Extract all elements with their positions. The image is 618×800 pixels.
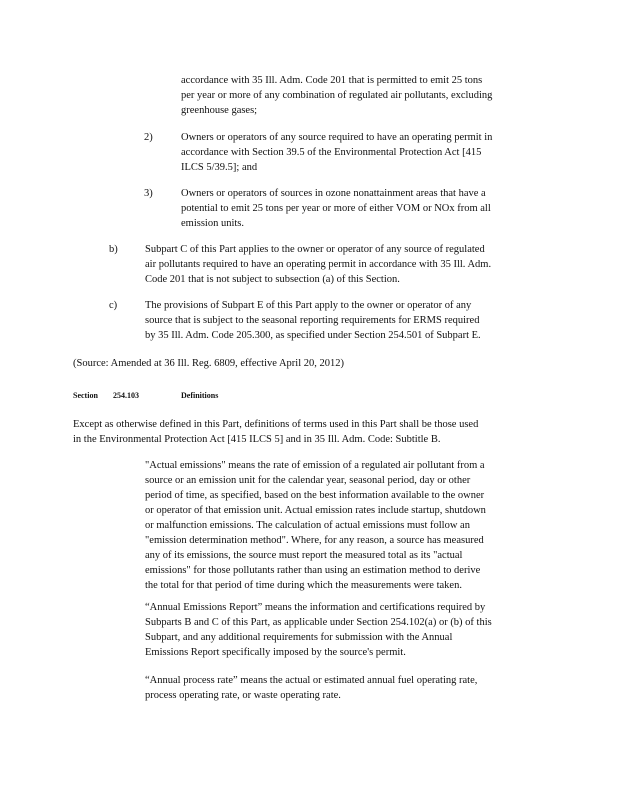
text-line: The provisions of Subpart E of this Part apply to the owner or operator of any	[145, 300, 472, 311]
text-line: Subpart, and any additional requirements for submission with the Annual	[145, 632, 453, 643]
text-line: source or an emission unit for the calendar year, seasonal period, day or other	[145, 475, 471, 486]
text-line: “Annual Emissions Report” means the information and certifications required by	[145, 602, 486, 613]
text-line: greenhouse gases;	[181, 105, 258, 116]
text-line: ILCS 5/39.5]; and	[181, 162, 258, 173]
section-title: Definitions	[181, 391, 219, 400]
text-line: emission units.	[181, 218, 245, 229]
text-line: Emissions Report specifically imposed by the source's permit.	[145, 647, 406, 658]
item-a-continuation	[181, 73, 532, 118]
text-line: potential to emit 25 tons per year or more of either VOM or NOx from all	[181, 203, 491, 214]
definition-actual-emissions	[145, 458, 540, 593]
item-2-label: 2)	[144, 132, 153, 143]
item-3-label: 3)	[144, 188, 153, 199]
text-line: in the Environmental Protection Act [415 ILCS 5] and in 35 Ill. Adm. Code: Subtitle B.	[73, 434, 441, 445]
text-line: Code 201 that is not subject to subsection (a) of this Section.	[145, 274, 400, 285]
text-line: "emission determination method". Where, for any reason, a source has measured	[145, 535, 484, 546]
definitions-intro	[73, 417, 543, 447]
text-line: Except as otherwise defined in this Part, definitions of terms used in this Part shall be those used	[73, 419, 479, 430]
text-line: Subpart C of this Part applies to the owner or operator of any source of regulated	[145, 244, 485, 255]
text-line: source that is subject to the seasonal reporting requirements for ERMS required	[145, 315, 480, 326]
section-label: Section	[73, 391, 98, 400]
text-line: “Annual process rate” means the actual or estimated annual fuel operating rate,	[145, 675, 478, 686]
text-line: Subparts B and C of this Part, as applicable under Section 254.102(a) or (b) of this	[145, 617, 492, 628]
text-line: process operating rate, or waste operating rate.	[145, 690, 341, 701]
text-line: per year or more of any combination of regulated air pollutants, excluding	[181, 90, 493, 101]
text-line: accordance with 35 Ill. Adm. Code 201 that is permitted to emit 25 tons	[181, 75, 483, 86]
item-b-label: b)	[109, 244, 118, 255]
text-line: by 35 Ill. Adm. Code 205.300, as specified under Section 254.501 of Subpart E.	[145, 330, 481, 341]
text-line: any of its emissions, the source must report the measured total as its "actual	[145, 550, 463, 561]
text-line: Owners or operators of any source required to have an operating permit in	[181, 132, 493, 143]
definition-annual-emissions-report	[145, 600, 540, 660]
text-line: the total for that period of time during which the measurements were taken.	[145, 580, 462, 591]
text-line: emissions" for those pollutants rather than using an estimation method to derive	[145, 565, 481, 576]
text-line: accordance with Section 39.5 of the Environmental Protection Act [415	[181, 147, 482, 158]
source-note: (Source: Amended at 36 Ill. Reg. 6809, effective April 20, 2012)	[73, 358, 344, 369]
text-line: period of time, as specified, based on the best information available to the owner	[145, 490, 485, 501]
item-b-text	[145, 242, 539, 287]
item-2-text	[181, 130, 537, 175]
item-c-text	[145, 298, 539, 343]
text-line: or operator of that emission unit. Actual emission rates include startup, shutdown	[145, 505, 486, 516]
item-c-label: c)	[109, 300, 118, 311]
text-line: Owners or operators of sources in ozone nonattainment areas that have a	[181, 188, 486, 199]
item-3-text	[181, 186, 537, 231]
definition-annual-process-rate	[145, 673, 540, 703]
text-line: air pollutants required to have an operating permit in accordance with 35 Ill. Adm.	[145, 259, 492, 270]
section-number: 254.103	[113, 391, 139, 400]
text-line: "Actual emissions" means the rate of emission of a regulated air pollutant from a	[145, 460, 485, 471]
text-line: or malfunction emissions. The calculation of actual emissions must follow an	[145, 520, 470, 531]
